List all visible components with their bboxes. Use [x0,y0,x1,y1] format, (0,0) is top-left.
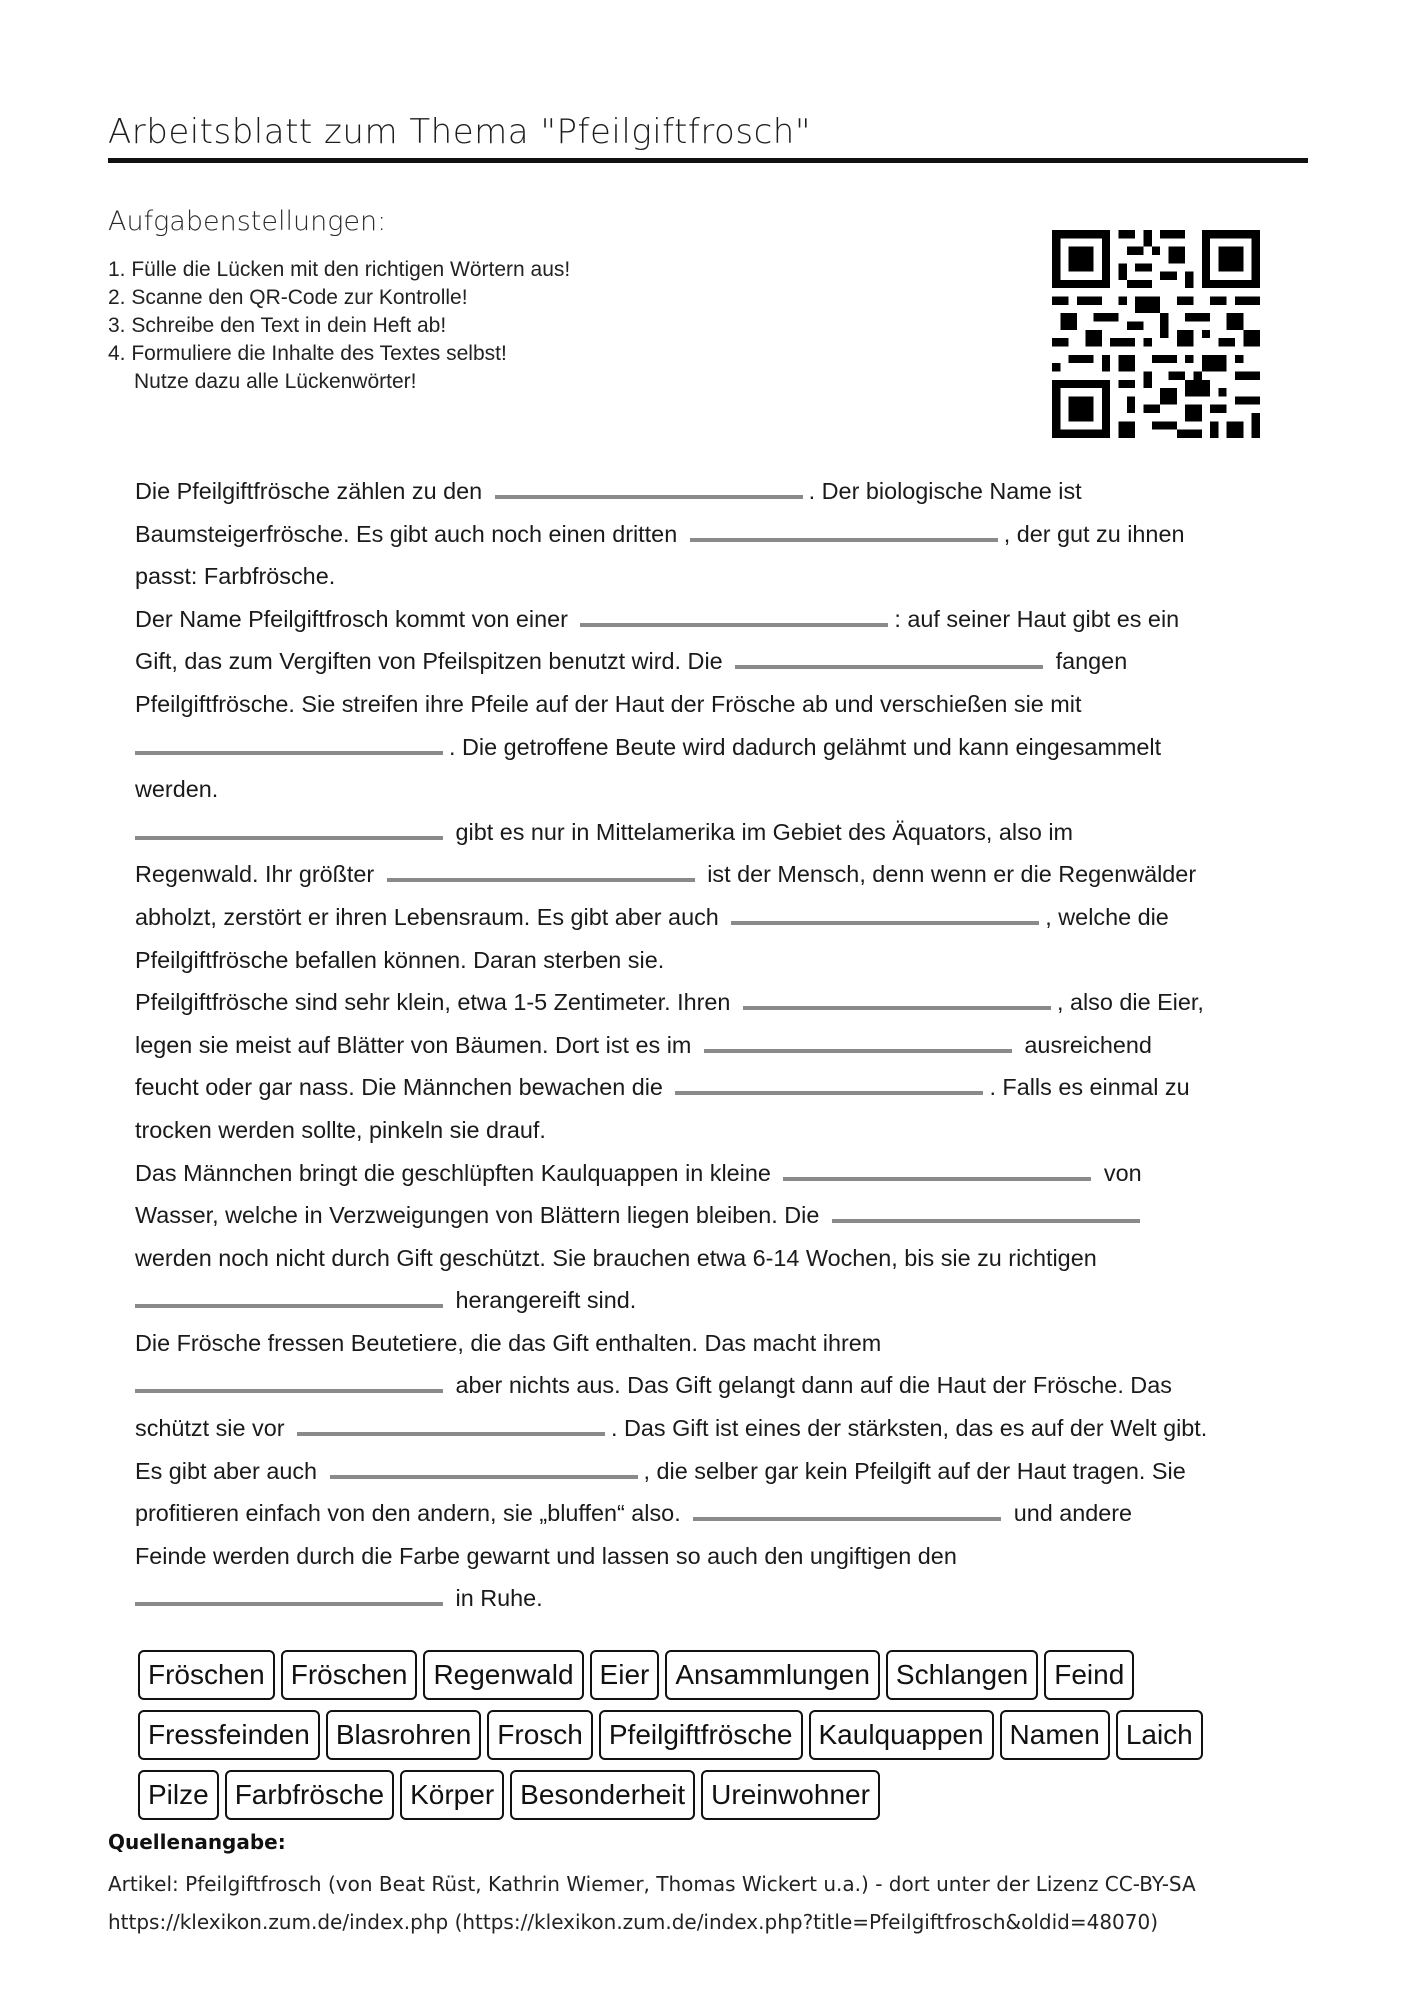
text-line: Das Männchen bringt die geschlüpften Kaulquappen in kleine von [135,1152,1295,1195]
text-line: Der Name Pfeilgiftfrosch kommt von einer : auf seiner Haut gibt es ein [135,598,1295,641]
source-heading: Quellenangabe: [108,1830,286,1854]
text-line: abholzt, zerstört er ihren Lebensraum. Es gibt aber auch , welche die [135,896,1295,939]
cloze-text [135,470,1295,1620]
text-line: Die Frösche fressen Beutetiere, die das Gift enthalten. Das macht ihrem [135,1329,882,1356]
blank-field[interactable] [832,1197,1140,1223]
word-chip[interactable]: Pilze [138,1770,219,1820]
text-line: . Die getroffene Beute wird dadurch gelähmt und kann eingesammelt [135,726,1295,769]
word-chip[interactable]: Pfeilgiftfrösche [599,1710,803,1760]
word-chip[interactable]: Fröschen [138,1650,275,1700]
blank-field[interactable] [135,814,443,840]
word-chip[interactable]: Regenwald [423,1650,583,1700]
text-line: profitieren einfach von den andern, sie „bluffen“ also. und andere [135,1492,1295,1535]
text-line: werden noch nicht durch Gift geschützt. Sie brauchen etwa 6-14 Wochen, bis sie zu richtigen [135,1244,1097,1271]
task-item: 4. Formuliere die Inhalte des Textes selbst! [108,342,507,365]
word-chip[interactable]: Besonderheit [510,1770,695,1820]
blank-field[interactable] [297,1410,605,1436]
text-line: werden. [135,776,219,803]
blank-field[interactable] [675,1069,983,1095]
source-article: Artikel: Pfeilgiftfrosch (von Beat Rüst, Kathrin Wiemer, Thomas Wickert u.a.) - dort unter der Lizenz CC-BY-SA [108,1872,1196,1896]
word-chip[interactable]: Namen [1000,1710,1110,1760]
word-bank-row [138,1650,1298,1700]
text-line: trocken werden sollte, pinkeln sie drauf. [135,1116,546,1143]
text-line: in Ruhe. [135,1577,1295,1620]
blank-field[interactable] [580,601,888,627]
word-chip[interactable]: Feind [1044,1650,1134,1700]
blank-field[interactable] [693,1495,1001,1521]
text-line: schützt sie vor . Das Gift ist eines der stärksten, das es auf der Welt gibt. [135,1407,1295,1450]
text-line: Pfeilgiftfrösche. Sie streifen ihre Pfeile auf der Haut der Frösche ab und verschießen sie mit [135,690,1082,717]
blank-field[interactable] [495,473,803,499]
text-line: herangereift sind. [135,1279,1295,1322]
text-line: feucht oder gar nass. Die Männchen bewachen die . Falls es einmal zu [135,1066,1295,1109]
page-title: Arbeitsblatt zum Thema "Pfeilgiftfrosch" [108,112,811,152]
text-line: passt: Farbfrösche. [135,563,336,590]
text-line: Pfeilgiftfrösche befallen können. Daran sterben sie. [135,946,665,973]
blank-field[interactable] [330,1453,638,1479]
blank-field[interactable] [690,516,998,542]
source-link[interactable]: https://klexikon.zum.de/index.php (https://klexikon.zum.de/index.php?title=Pfeilgiftfrosch&oldid=48070) [108,1910,1159,1934]
qr-code-icon[interactable] [1052,230,1260,438]
text-line: Es gibt aber auch , die selber gar kein Pfeilgift auf der Haut tragen. Sie [135,1450,1295,1493]
text-line: Gift, das zum Vergiften von Pfeilspitzen benutzt wird. Die fangen [135,640,1295,683]
text-line: Baumsteigerfrösche. Es gibt auch noch einen dritten , der gut zu ihnen [135,513,1295,556]
title-divider [108,158,1308,163]
word-chip[interactable]: Ureinwohner [701,1770,880,1820]
word-chip[interactable]: Körper [400,1770,504,1820]
text-line: Die Pfeilgiftfrösche zählen zu den . Der biologische Name ist [135,470,1295,513]
blank-field[interactable] [135,1580,443,1606]
blank-field[interactable] [731,899,1039,925]
blank-field[interactable] [783,1155,1091,1181]
text-line: gibt es nur in Mittelamerika im Gebiet des Äquators, also im [135,811,1295,854]
word-bank-row [138,1770,1298,1820]
blank-field[interactable] [387,856,695,882]
blank-field[interactable] [135,1282,443,1308]
text-line: Wasser, welche in Verzweigungen von Blättern liegen bleiben. Die [135,1194,1295,1237]
text-line: aber nichts aus. Das Gift gelangt dann auf die Haut der Frösche. Das [135,1364,1295,1407]
blank-field[interactable] [743,984,1051,1010]
blank-field[interactable] [704,1027,1012,1053]
word-chip[interactable]: Fröschen [281,1650,418,1700]
word-chip[interactable]: Eier [590,1650,660,1700]
blank-field[interactable] [135,1367,443,1393]
task-item: Nutze dazu alle Lückenwörter! [134,370,417,393]
text-line: Pfeilgiftfrösche sind sehr klein, etwa 1-5 Zentimeter. Ihren , also die Eier, [135,981,1295,1024]
word-chip[interactable]: Kaulquappen [809,1710,994,1760]
word-chip[interactable]: Ansammlungen [665,1650,880,1700]
task-item: 2. Scanne den QR-Code zur Kontrolle! [108,286,468,309]
word-chip[interactable]: Laich [1116,1710,1203,1760]
task-item: 1. Fülle die Lücken mit den richtigen Wörtern aus! [108,258,571,281]
text-line: legen sie meist auf Blätter von Bäumen. Dort ist es im ausreichend [135,1024,1295,1067]
text-line: Regenwald. Ihr größter ist der Mensch, denn wenn er die Regenwälder [135,853,1295,896]
blank-field[interactable] [135,729,443,755]
task-item: 3. Schreibe den Text in dein Heft ab! [108,314,447,337]
word-chip[interactable]: Fressfeinden [138,1710,320,1760]
word-chip[interactable]: Farbfrösche [225,1770,394,1820]
tasks-heading: Aufgabenstellungen: [108,206,387,237]
task-list [108,256,570,396]
word-chip[interactable]: Schlangen [886,1650,1038,1700]
word-bank [138,1650,1298,1830]
word-bank-row [138,1710,1298,1760]
blank-field[interactable] [735,643,1043,669]
text-line: Feinde werden durch die Farbe gewarnt und lassen so auch den ungiftigen den [135,1542,957,1569]
word-chip[interactable]: Frosch [487,1710,593,1760]
word-chip[interactable]: Blasrohren [326,1710,481,1760]
